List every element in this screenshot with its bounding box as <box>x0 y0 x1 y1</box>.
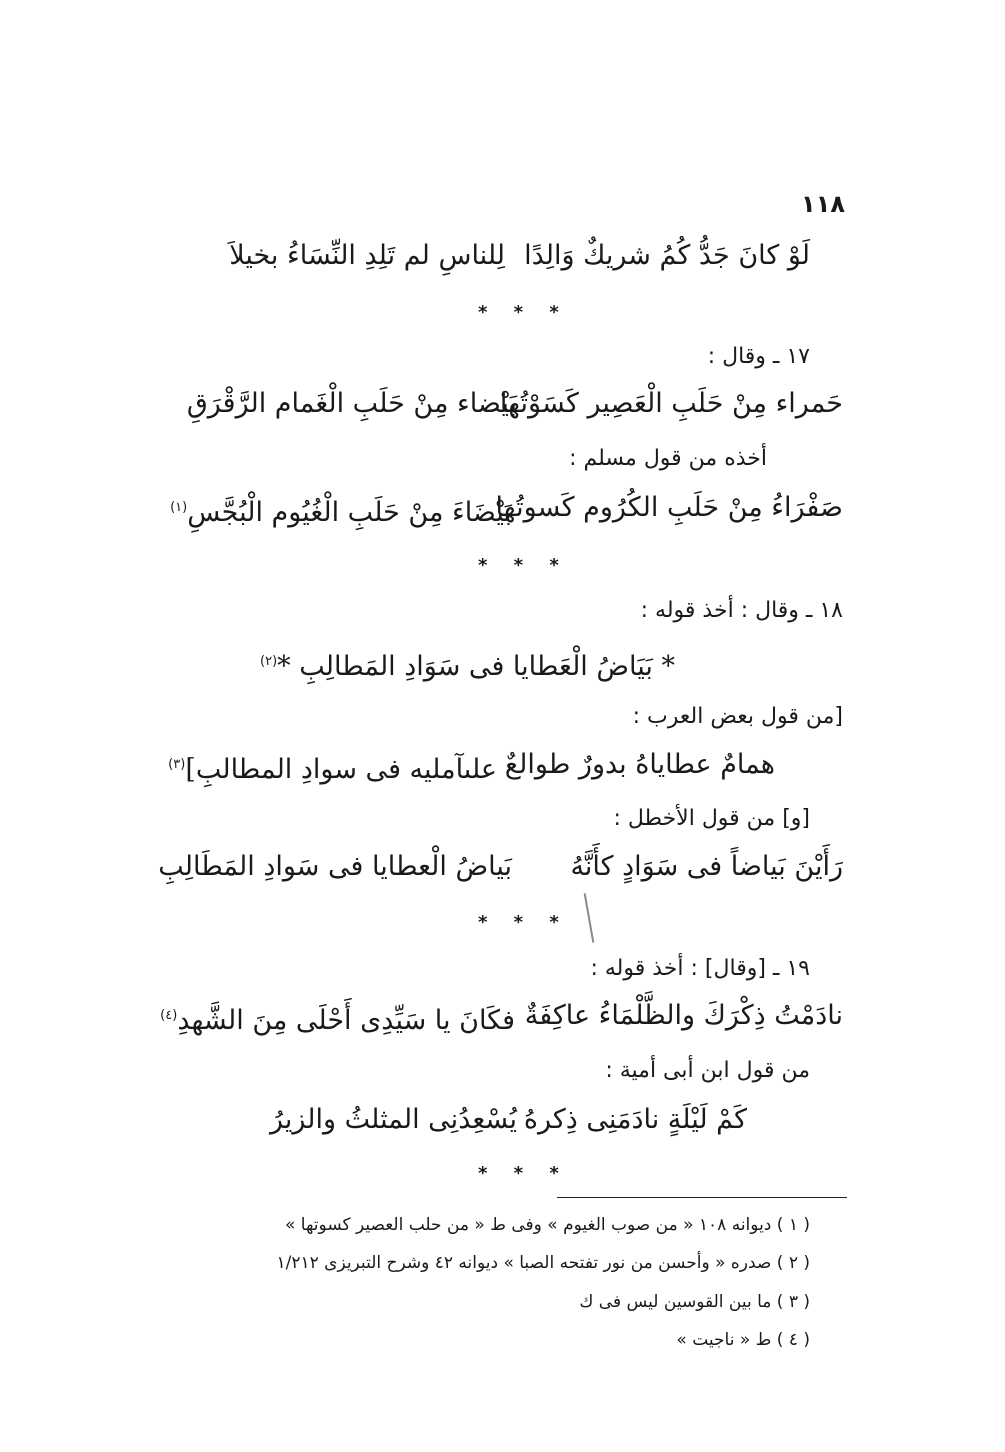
entry-18-line-wrap <box>260 642 675 687</box>
hemistich-left: بَياضُ الْعطايا فى سَوادِ المَطَالِبِ <box>158 851 512 882</box>
separator-stars: * * * <box>478 302 569 323</box>
hemistich-left: بَيْضَاءَ مِنْ حَلَبِ الْغُيُوم الْبُجَّسِ <box>187 497 512 528</box>
hemistich-left: علىآمليه فى سوادِ المطالبِ] <box>185 754 497 785</box>
entry-18-line: * بَيَاضُ الْعَطايا فى سَوَادِ المَطالِبِ * <box>277 651 675 682</box>
footnote-ref-1: (١) <box>170 500 188 515</box>
footnote-4: ( ٤ ) ط « ناجيت » <box>676 1330 810 1350</box>
entry-19-heading: ١٩ ـ [وقال] : أخذ قوله : <box>590 956 810 981</box>
page-number: ١١٨ <box>801 190 845 218</box>
entry-18-source-2: [و] من قول الأخطل : <box>613 806 810 831</box>
entry-19-source: من قول ابن أبى أمية : <box>605 1058 810 1083</box>
hemistich-right: لَوْ كانَ جَدُّ كُمُ شريكٌ وَالِدًا <box>524 240 810 271</box>
hemistich-right: كَمْ لَيْلَةٍ نادَمَنِى ذِكرهُ <box>523 1104 747 1135</box>
hemistich-left: فكَانَ يا سَيِّدِى أَحْلَى مِنَ الشَّهدِ <box>177 1005 515 1036</box>
hemistich-right: حَمراء مِنْ حَلَبِ الْعَصِير كَسَوْتُها <box>499 388 843 419</box>
footnote-ref-3: (٣) <box>168 757 186 772</box>
hemistich-left-wrap <box>160 996 515 1041</box>
entry-17-heading: ١٧ ـ وقال : <box>707 344 810 369</box>
scan-mark <box>584 893 595 943</box>
hemistich-left: يُسْعِدُنِى المثلثُ والزيرُ <box>270 1104 517 1135</box>
separator-stars: * * * <box>478 1163 569 1184</box>
footnote-ref-2: (٢) <box>260 654 278 669</box>
hemistich-right: همامٌ عطاياهُ بدورٌ طوالعٌ <box>504 749 775 780</box>
footnote-3: ( ٣ ) ما بين القوسين ليس فى ك <box>579 1292 810 1312</box>
hemistich-left: لِلناسِ لم تَلِدِ النِّسَاءُ بخيلاَ <box>229 240 505 271</box>
separator-stars: * * * <box>478 912 569 933</box>
footnote-1: ( ١ ) ديوانه ١٠٨ « من صوب الغيوم » وفى ط « من حلب العصير كسوتها » <box>284 1215 810 1235</box>
footnote-2: ( ٢ ) صدره « وأحسن من نور تفتحه الصبا » ديوانه ٤٢ وشرح التبريزى ١/٢١٢ <box>276 1253 810 1273</box>
hemistich-right: رَأَيْنَ بَياضاً فى سَوَادٍ كأَنَّهُ <box>570 851 843 882</box>
hemistich-right: صَفْرَاءُ مِنْ حَلَبِ الكُرُوم كَسوتُها <box>495 492 843 523</box>
entry-17-source: أخذه من قول مسلم : <box>569 446 767 471</box>
hemistich-left: بَيْضاء مِنْ حَلَبِ الْغَمام الرَّقْرَقِ <box>186 388 517 419</box>
hemistich-left-wrap <box>168 745 497 790</box>
hemistich-left-wrap <box>170 488 512 533</box>
entry-18-source-1: [من قول بعض العرب : <box>632 704 843 729</box>
separator-stars: * * * <box>478 555 569 576</box>
entry-18-heading: ١٨ ـ وقال : أخذ قوله : <box>640 598 843 623</box>
footnote-divider <box>557 1197 847 1198</box>
hemistich-right: نادَمْتُ ذِكْرَكَ والظَّلْمَاءُ عاكِفَةٌ <box>524 1000 843 1031</box>
footnote-ref-4: (٤) <box>160 1008 178 1023</box>
